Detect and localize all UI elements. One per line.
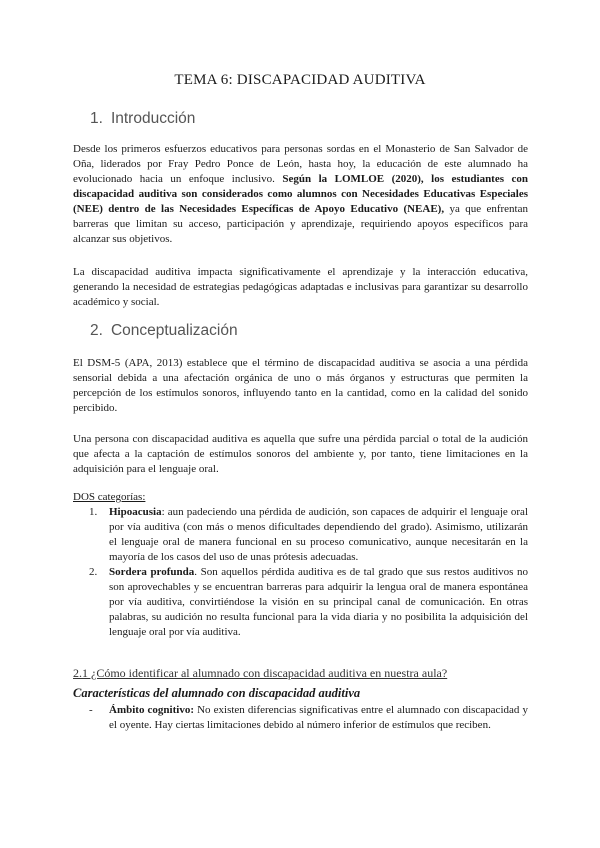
paragraph-intro <box>73 142 528 247</box>
bullet-dash: - <box>89 704 93 716</box>
page-title: TEMA 6: DISCAPACIDAD AUDITIVA <box>174 72 426 88</box>
intro-tail-text: ya que enfrentan barreras que limitan su acceso, participación y aprendizaje, requiriendo apoyos específicos para alcanzar sus objetivos. <box>73 203 528 245</box>
list-item <box>73 565 528 640</box>
list-number: 2. <box>89 566 98 578</box>
section-number: 1. <box>90 110 103 127</box>
section-heading-conceptualizacion <box>90 322 238 340</box>
subsection-heading: 2.1 ¿Cómo identificar al alumnado con discapacidad auditiva en nuestra aula? <box>73 666 448 680</box>
section-label: Conceptualización <box>110 322 238 339</box>
list-number: 1. <box>89 506 98 518</box>
list-term: Sordera profunda <box>109 566 195 578</box>
subsection-subtitle: Características del alumnado con discapacidad auditiva <box>73 686 361 700</box>
section-number: 2. <box>90 322 103 339</box>
list-text: : aun padeciendo una pérdida de audición, son capaces de adquirir el lenguaje oral por vía auditiva (con más o menos dificultades dependiendo del grado). Asimismo, utilizarán el lenguaje oral de manera funcional en su proceso comunicativo, aunque necesitarán en la mayoría de los casos del uso de unas prótesis adecuadas. <box>109 506 528 563</box>
paragraph-impact: La discapacidad auditiva impacta significativamente el aprendizaje y la interacción educativa, generando la necesidad de estrategias pedagógicas adaptadas e inclusivas para garantizar su desarrollo académico y social. <box>73 266 528 308</box>
list-item <box>73 703 528 733</box>
paragraph-dsm5: El DSM-5 (APA, 2013) establece que el término de discapacidad auditiva se asocia a una pérdida sensorial debida a una afectación orgánica de uno o más órganos y estructuras que permiten la percepción de los estímulos sonoros, influyendo tanto en la cantidad, como en la calidad del sonido percibido. <box>73 357 528 414</box>
intro-text: Desde los primeros esfuerzos educativos para personas sordas en el Monasterio de San Salvador de Oña, liderados por Fray Pedro Ponce de León, hasta hoy, la educación de este alumnado ha evolucionado hacia un enfoque inclusivo. <box>73 143 528 185</box>
categories-lead: DOS categorías: <box>73 491 146 503</box>
list-text: No existen diferencias significativas entre el alumnado con discapacidad y el oyente. Hay ciertas limitaciones debido al número inferior de estímulos que reciben. <box>109 704 528 731</box>
section-label: Introducción <box>110 110 196 127</box>
list-item <box>73 505 528 565</box>
section-heading-introduccion <box>90 110 195 128</box>
paragraph-definition: Una persona con discapacidad auditiva es aquella que sufre una pérdida parcial o total de la audición que afecta a la captación de estímulos sonoros del ambiente y, por tanto, tiene limitaciones en la adquisición para el lenguaje oral. <box>73 433 528 475</box>
characteristics-list <box>73 703 528 733</box>
categories-list <box>73 505 528 640</box>
list-text: . Son aquellos pérdida auditiva es de tal grado que sus restos auditivos no son aprovechables y se encuentran barreras para adquirir la lengua oral de manera espontánea por vía auditiva, convirtiéndose la visión en su principal canal de comunicación. En otras palabras, su audición no resulta funcional para la vida diaria y no posibilita la adquisición del lenguaje oral por vía auditiva. <box>109 566 529 638</box>
intro-bold-text: Según la LOMLOE (2020), los estudiantes con discapacidad auditiva son considerados como alumnos con Necesidades Educativas Especiales (NEE) dentro de las Necesidades Específicas de Apoyo Educativo (NEAE), <box>73 173 528 215</box>
list-term: Ámbito cognitivo: <box>109 704 194 716</box>
list-term: Hipoacusia <box>109 506 162 518</box>
